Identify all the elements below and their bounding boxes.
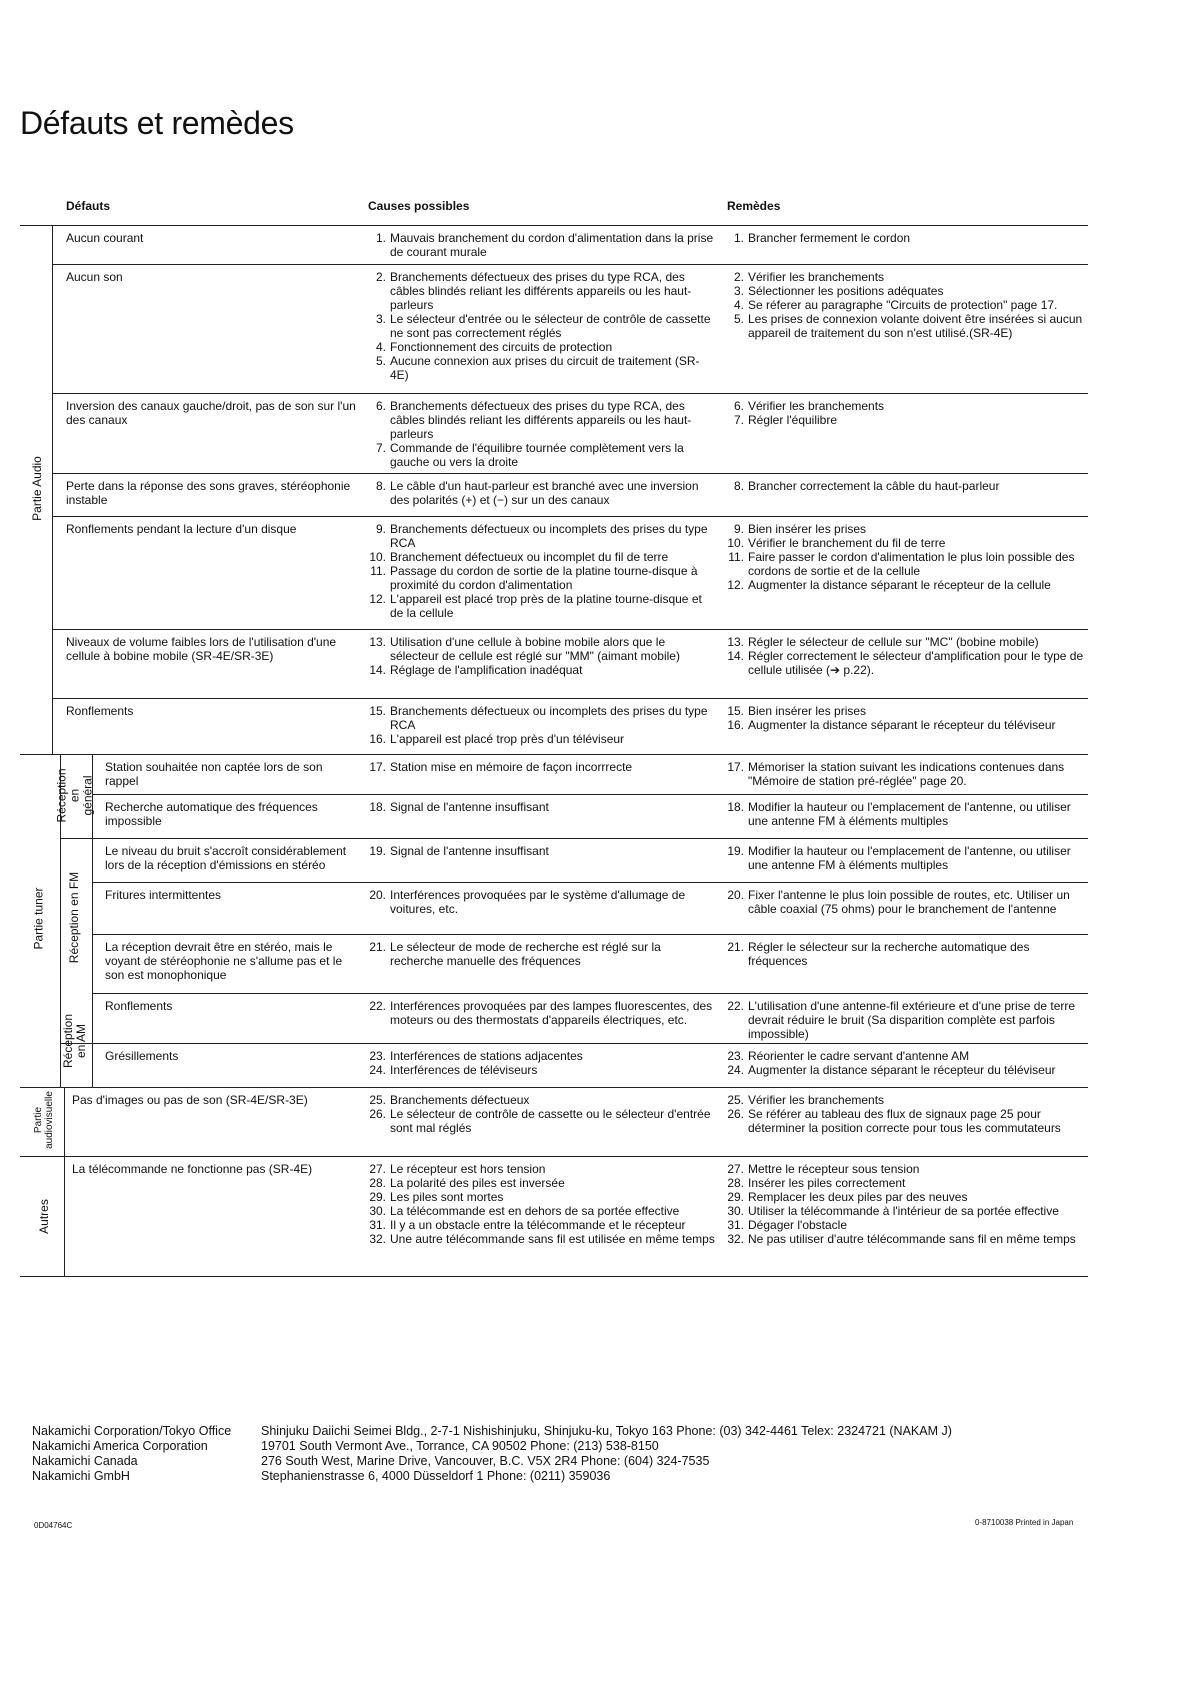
company-address: 19701 South Vermont Ave., Torrance, CA 90502 Phone: (213) 538-8150 bbox=[261, 1439, 659, 1453]
remede-item bbox=[724, 284, 1084, 298]
section-autres-label: Autres bbox=[36, 1198, 51, 1234]
row-divider bbox=[92, 993, 1088, 994]
item-number: 6. bbox=[375, 399, 386, 413]
causes-list bbox=[366, 479, 716, 507]
row-divider bbox=[92, 934, 1088, 935]
item-number: 12. bbox=[369, 592, 386, 606]
item-text: Branchements défectueux ou incomplets des prises du type RCA bbox=[390, 522, 708, 550]
header-remedes: Remèdes bbox=[727, 199, 781, 213]
row-divider bbox=[52, 516, 1088, 517]
remede-item bbox=[724, 231, 1084, 245]
remede-item bbox=[724, 760, 1084, 788]
item-number: 30. bbox=[727, 1204, 744, 1218]
remedes-list bbox=[724, 479, 1084, 493]
remedes-list bbox=[724, 888, 1084, 916]
item-number: 20. bbox=[727, 888, 744, 902]
row-divider bbox=[52, 629, 1088, 630]
cause-item bbox=[366, 704, 716, 732]
causes-list bbox=[366, 399, 716, 469]
remede-item bbox=[724, 312, 1084, 340]
item-number: 24. bbox=[727, 1063, 744, 1077]
item-text: Station mise en mémoire de façon incorrrecte bbox=[390, 760, 633, 774]
cause-item bbox=[366, 1176, 716, 1190]
item-text: Le câble d'un haut-parleur est branché avec une inversion des polarités (+) et (−) sur un des canaux bbox=[390, 479, 699, 507]
item-number: 27. bbox=[369, 1162, 386, 1176]
causes-list bbox=[366, 1162, 716, 1246]
remede-item bbox=[724, 844, 1084, 872]
item-text: Interférences provoquées par le système d'allumage de voitures, etc. bbox=[390, 888, 686, 916]
item-text: Branchements défectueux bbox=[390, 1093, 530, 1107]
item-text: Utiliser la télécommande à l'intérieur de sa portée effective bbox=[748, 1204, 1059, 1218]
cause-item bbox=[366, 732, 716, 746]
item-number: 31. bbox=[727, 1218, 744, 1232]
print-info: 0-8710038 Printed in Japan bbox=[975, 1518, 1074, 1527]
causes-list bbox=[366, 940, 716, 968]
remedes-list bbox=[724, 1093, 1084, 1135]
item-text: Interférences de stations adjacentes bbox=[390, 1049, 583, 1063]
remede-item bbox=[724, 649, 1084, 677]
cause-item bbox=[366, 1162, 716, 1176]
item-text: Vérifier le branchement du fil de terre bbox=[748, 536, 946, 550]
footer-companies bbox=[32, 1424, 231, 1484]
row-divider bbox=[20, 1087, 1088, 1088]
row-divider bbox=[92, 794, 1088, 795]
item-number: 14. bbox=[369, 663, 386, 677]
defaut-text: Aucun courant bbox=[66, 231, 144, 245]
remede-item bbox=[724, 1190, 1084, 1204]
item-text: Aucune connexion aux prises du circuit de traitement (SR-4E) bbox=[390, 354, 700, 382]
item-text: Les prises de connexion volante doivent être insérées si aucun appareil de traitement du son n'est utilisé.(SR-4E) bbox=[748, 312, 1083, 340]
remede-item bbox=[724, 1218, 1084, 1232]
item-number: 30. bbox=[369, 1204, 386, 1218]
remede-item bbox=[724, 1204, 1084, 1218]
remedes-list bbox=[724, 270, 1084, 340]
item-text: Faire passer le cordon d'alimentation le plus loin possible des cordons de sortie et de la cellule bbox=[748, 550, 1075, 578]
item-number: 22. bbox=[369, 999, 386, 1013]
cause-item bbox=[366, 1204, 716, 1218]
remede-item bbox=[724, 800, 1084, 828]
item-number: 32. bbox=[369, 1232, 386, 1246]
table-top-rule bbox=[20, 225, 1088, 226]
item-text: Le sélecteur d'entrée ou le sélecteur de contrôle de cassette ne sont pas correctement réglés bbox=[390, 312, 711, 340]
item-number: 28. bbox=[369, 1176, 386, 1190]
remede-item bbox=[724, 522, 1084, 536]
item-text: Brancher fermement le cordon bbox=[748, 231, 911, 245]
remede-item bbox=[724, 940, 1084, 968]
item-number: 32. bbox=[727, 1232, 744, 1246]
item-number: 13. bbox=[727, 635, 744, 649]
item-number: 15. bbox=[727, 704, 744, 718]
item-number: 4. bbox=[375, 340, 386, 354]
cause-item bbox=[366, 550, 716, 564]
item-text: Les piles sont mortes bbox=[390, 1190, 504, 1204]
item-number: 15. bbox=[369, 704, 386, 718]
remede-item bbox=[724, 399, 1084, 413]
remedes-list bbox=[724, 635, 1084, 677]
causes-list bbox=[366, 704, 716, 746]
remede-item bbox=[724, 1232, 1084, 1246]
item-text: Commande de l'équilibre tournée complètement vers la gauche ou vers la droite bbox=[390, 441, 684, 469]
item-text: Fixer l'antenne le plus loin possible de routes, etc. Utiliser un câble coaxial (75 ohms) pour le branchement de l'antenne bbox=[748, 888, 1070, 916]
item-number: 16. bbox=[369, 732, 386, 746]
item-number: 27. bbox=[727, 1162, 744, 1176]
item-number: 6. bbox=[733, 399, 744, 413]
item-number: 2. bbox=[733, 270, 744, 284]
item-number: 14. bbox=[727, 649, 744, 663]
defaut-text: Ronflements pendant la lecture d'un disque bbox=[66, 522, 297, 536]
row-divider bbox=[20, 754, 1088, 755]
page-title: Défauts et remèdes bbox=[20, 105, 294, 141]
cause-item bbox=[366, 399, 716, 441]
defaut-text: Fritures intermittentes bbox=[105, 888, 222, 902]
causes-list bbox=[366, 999, 716, 1027]
remede-item bbox=[724, 1063, 1084, 1077]
item-number: 17. bbox=[369, 760, 386, 774]
row-divider bbox=[52, 393, 1088, 394]
item-text: Régler le sélecteur sur la recherche automatique des fréquences bbox=[748, 940, 1030, 968]
section-reception-fm-label: Réception en FM bbox=[67, 871, 82, 963]
item-text: Réorienter le cadre servant d'antenne AM bbox=[748, 1049, 970, 1063]
item-text: Augmenter la distance séparant le récepteur du téléviseur bbox=[748, 718, 1056, 732]
item-text: Modifier la hauteur ou l'emplacement de l'antenne, ou utiliser une antenne FM à éléments multiples bbox=[748, 844, 1071, 872]
cause-item bbox=[366, 592, 716, 620]
defaut-text: Ronflements bbox=[105, 999, 173, 1013]
item-text: Insérer les piles correctement bbox=[748, 1176, 906, 1190]
defaut-text: Pas d'images ou pas de son (SR-4E/SR-3E) bbox=[72, 1093, 308, 1107]
item-text: Vérifier les branchements bbox=[748, 270, 885, 284]
defaut-text: La télécommande ne fonctionne pas (SR-4E) bbox=[72, 1162, 313, 1176]
company-name: Nakamichi Canada bbox=[32, 1454, 138, 1468]
defaut-text: Perte dans la réponse des sons graves, stéréophonie instable bbox=[66, 479, 351, 507]
item-text: Mémoriser la station suivant les indications contenues dans "Mémoire de station pré-réglée" page 20. bbox=[748, 760, 1065, 788]
cause-item bbox=[366, 312, 716, 340]
item-text: Se réferer au paragraphe "Circuits de protection" page 17. bbox=[748, 298, 1058, 312]
item-number: 18. bbox=[369, 800, 386, 814]
item-number: 1. bbox=[733, 231, 744, 245]
item-number: 19. bbox=[369, 844, 386, 858]
row-divider bbox=[52, 264, 1088, 265]
remedes-list bbox=[724, 844, 1084, 872]
cause-item bbox=[366, 1093, 716, 1107]
item-number: 2. bbox=[375, 270, 386, 284]
item-text: Modifier la hauteur ou l'emplacement de l'antenne, ou utiliser une antenne FM à éléments multiples bbox=[748, 800, 1071, 828]
item-text: Le sélecteur de contrôle de cassette ou le sélecteur d'entrée sont mal réglés bbox=[390, 1107, 711, 1135]
item-number: 11. bbox=[728, 550, 744, 564]
item-text: Dégager l'obstacle bbox=[748, 1218, 848, 1232]
item-number: 1. bbox=[375, 231, 386, 245]
item-text: Régler correctement le sélecteur d'amplification pour le type de cellule utilisée (➔ p.22). bbox=[748, 649, 1084, 677]
item-text: Augmenter la distance séparant le récepteur de la cellule bbox=[748, 578, 1051, 592]
item-number: 20. bbox=[369, 888, 386, 902]
item-number: 19. bbox=[727, 844, 744, 858]
remede-item bbox=[724, 635, 1084, 649]
cause-item bbox=[366, 1232, 716, 1246]
item-text: Passage du cordon de sortie de la platine tourne-disque à proximité du cordon d'alimentation bbox=[390, 564, 698, 592]
item-number: 10. bbox=[369, 550, 386, 564]
remedes-list bbox=[724, 760, 1084, 788]
item-number: 29. bbox=[369, 1190, 386, 1204]
remede-item bbox=[724, 704, 1084, 718]
item-text: L'appareil est placé trop près d'un téléviseur bbox=[390, 732, 625, 746]
item-text: Remplacer les deux piles par des neuves bbox=[748, 1190, 968, 1204]
item-number: 21. bbox=[727, 940, 744, 954]
remede-item bbox=[724, 578, 1084, 592]
company-name: Nakamichi America Corporation bbox=[32, 1439, 208, 1453]
causes-list bbox=[366, 844, 716, 858]
item-text: Interférences de téléviseurs bbox=[390, 1063, 538, 1077]
doc-code: 0D04764C bbox=[34, 1521, 73, 1530]
cause-item bbox=[366, 1190, 716, 1204]
remede-item bbox=[724, 1176, 1084, 1190]
item-number: 8. bbox=[733, 479, 744, 493]
item-number: 9. bbox=[375, 522, 386, 536]
item-number: 16. bbox=[727, 718, 744, 732]
item-text: L'utilisation d'une antenne-fil extérieure et d'une prise de terre devrait réduire le bruit (Sa disparition complète est parfois impossible) bbox=[748, 999, 1076, 1041]
cause-item bbox=[366, 999, 716, 1027]
remede-item bbox=[724, 298, 1084, 312]
cause-item bbox=[366, 354, 716, 382]
item-text: Bien insérer les prises bbox=[748, 522, 867, 536]
defaut-text: Ronflements bbox=[66, 704, 134, 718]
item-number: 7. bbox=[733, 413, 744, 427]
item-text: Vérifier les branchements bbox=[748, 1093, 885, 1107]
company-address: Stephanienstrasse 6, 4000 Düsseldorf 1 Phone: (0211) 359036 bbox=[261, 1469, 611, 1483]
cause-item bbox=[366, 635, 716, 663]
remedes-list bbox=[724, 704, 1084, 732]
defaut-text: Aucun son bbox=[66, 270, 123, 284]
remedes-list bbox=[724, 999, 1084, 1041]
item-text: Fonctionnement des circuits de protection bbox=[390, 340, 613, 354]
remedes-list bbox=[724, 1049, 1084, 1077]
cause-item bbox=[366, 888, 716, 916]
remede-item bbox=[724, 999, 1084, 1041]
item-text: Mettre le récepteur sous tension bbox=[748, 1162, 920, 1176]
header-causes: Causes possibles bbox=[368, 199, 470, 213]
item-text: Interférences provoquées par des lampes fluorescentes, des moteurs ou des thermostats d'appareils électriques, etc. bbox=[390, 999, 713, 1027]
item-number: 18. bbox=[727, 800, 744, 814]
causes-list bbox=[366, 1093, 716, 1135]
cause-item bbox=[366, 479, 716, 507]
defaut-text: Grésillements bbox=[105, 1049, 179, 1063]
item-text: L'appareil est placé trop près de la platine tourne-disque et de la cellule bbox=[390, 592, 702, 620]
defaut-text: Inversion des canaux gauche/droit, pas de son sur l'un des canaux bbox=[66, 399, 356, 427]
remedes-list bbox=[724, 1162, 1084, 1246]
item-text: Il y a un obstacle entre la télécommande et le récepteur bbox=[390, 1218, 686, 1232]
causes-list bbox=[366, 522, 716, 620]
remede-item bbox=[724, 550, 1084, 578]
item-number: 23. bbox=[369, 1049, 386, 1063]
remede-item bbox=[724, 1093, 1084, 1107]
item-text: Branchements défectueux ou incomplets des prises du type RCA bbox=[390, 704, 708, 732]
item-number: 13. bbox=[369, 635, 386, 649]
item-number: 22. bbox=[727, 999, 744, 1013]
section-audiovisuelle-label: Partie audiovisuelle bbox=[33, 1091, 55, 1149]
defaut-text: Station souhaitée non captée lors de son rappel bbox=[105, 760, 323, 788]
row-divider bbox=[52, 473, 1088, 474]
remedes-list bbox=[724, 522, 1084, 592]
remede-item bbox=[724, 536, 1084, 550]
row-divider bbox=[60, 1043, 1088, 1044]
cause-item bbox=[366, 1063, 716, 1077]
item-number: 3. bbox=[375, 312, 386, 326]
remede-item bbox=[724, 1049, 1084, 1063]
cause-item bbox=[366, 844, 716, 858]
cause-item bbox=[366, 760, 716, 774]
defaut-text: Le niveau du bruit s'accroît considérablement lors de la réception d'émissions en stéréo bbox=[105, 844, 347, 872]
causes-list bbox=[366, 231, 716, 259]
section-divider bbox=[64, 1087, 65, 1276]
item-number: 4. bbox=[733, 298, 744, 312]
item-number: 7. bbox=[375, 441, 386, 455]
cause-item bbox=[366, 441, 716, 469]
item-number: 29. bbox=[727, 1190, 744, 1204]
remede-item bbox=[724, 718, 1084, 732]
item-number: 28. bbox=[727, 1176, 744, 1190]
item-text: Signal de l'antenne insuffisant bbox=[390, 800, 549, 814]
remedes-list bbox=[724, 940, 1084, 968]
cause-item bbox=[366, 1049, 716, 1063]
item-number: 9. bbox=[733, 522, 744, 536]
cause-item bbox=[366, 564, 716, 592]
company-address: 276 South West, Marine Drive, Vancouver, B.C. V5X 2R4 Phone: (604) 324-7535 bbox=[261, 1454, 710, 1468]
item-number: 17. bbox=[727, 760, 744, 774]
item-number: 5. bbox=[733, 312, 744, 326]
defaut-text: Niveaux de volume faibles lors de l'utilisation d'une cellule à bobine mobile (SR-4E/SR-3E) bbox=[66, 635, 337, 663]
item-text: Une autre télécommande sans fil est utilisée en même temps bbox=[390, 1232, 715, 1246]
item-number: 26. bbox=[727, 1107, 744, 1121]
company-name: Nakamichi Corporation/Tokyo Office bbox=[32, 1424, 232, 1438]
remede-item bbox=[724, 413, 1084, 427]
item-text: Ne pas utiliser d'autre télécommande sans fil en même temps bbox=[748, 1232, 1076, 1246]
row-divider bbox=[60, 838, 1088, 839]
causes-list bbox=[366, 760, 716, 774]
cause-item bbox=[366, 340, 716, 354]
item-text: Régler le sélecteur de cellule sur "MC" (bobine mobile) bbox=[748, 635, 1039, 649]
cause-item bbox=[366, 663, 716, 677]
item-text: Le sélecteur de mode de recherche est réglé sur la recherche manuelle des fréquences bbox=[390, 940, 661, 968]
company-name: Nakamichi GmbH bbox=[32, 1469, 130, 1483]
item-text: Régler l'équilibre bbox=[748, 413, 838, 427]
defaut-text: Recherche automatique des fréquences impossible bbox=[105, 800, 318, 828]
remedes-list bbox=[724, 800, 1084, 828]
item-text: Augmenter la distance séparant le récepteur du téléviseur bbox=[748, 1063, 1056, 1077]
cause-item bbox=[366, 1107, 716, 1135]
causes-list bbox=[366, 888, 716, 916]
item-text: Brancher correctement la câble du haut-parleur bbox=[748, 479, 1000, 493]
item-text: Branchement défectueux ou incomplet du fil de terre bbox=[390, 550, 669, 564]
section-reception-generale-label: Réception en général bbox=[54, 767, 95, 823]
remede-item bbox=[724, 888, 1084, 916]
footer-addresses bbox=[261, 1424, 952, 1484]
item-text: Mauvais branchement du cordon d'alimentation dans la prise de courant murale bbox=[390, 231, 714, 259]
item-text: Signal de l'antenne insuffisant bbox=[390, 844, 549, 858]
item-number: 24. bbox=[369, 1063, 386, 1077]
item-number: 3. bbox=[733, 284, 744, 298]
cause-item bbox=[366, 522, 716, 550]
remedes-list bbox=[724, 399, 1084, 427]
item-text: Bien insérer les prises bbox=[748, 704, 867, 718]
table-bottom-rule bbox=[20, 1276, 1088, 1277]
company-address: Shinjuku Daiichi Seimei Bldg., 2-7-1 Nishishinjuku, Shinjuku-ku, Tokyo 163 Phone: (03) 342-4461 Telex: 2324721 (NAKAM J) bbox=[261, 1424, 952, 1438]
item-text: Réglage de l'amplification inadéquat bbox=[390, 663, 583, 677]
item-text: Utilisation d'une cellule à bobine mobile alors que le sélecteur de cellule est réglé sur "MM" (aimant mobile) bbox=[390, 635, 680, 663]
causes-list bbox=[366, 800, 716, 814]
cause-item bbox=[366, 231, 716, 259]
item-number: 26. bbox=[369, 1107, 386, 1121]
remede-item bbox=[724, 1107, 1084, 1135]
cause-item bbox=[366, 800, 716, 814]
remedes-list bbox=[724, 231, 1084, 245]
item-number: 12. bbox=[727, 578, 744, 592]
remede-item bbox=[724, 1162, 1084, 1176]
item-text: Sélectionner les positions adéquates bbox=[748, 284, 944, 298]
item-text: Vérifier les branchements bbox=[748, 399, 885, 413]
item-number: 5. bbox=[375, 354, 386, 368]
row-divider bbox=[92, 882, 1088, 883]
item-text: Se référer au tableau des flux de signaux page 25 pour déterminer la position correcte pour tous les commutateurs bbox=[748, 1107, 1061, 1135]
defaut-text: La réception devrait être en stéréo, mais le voyant de stéréophonie ne s'allume pas et le son est monophonique bbox=[105, 940, 343, 982]
item-number: 8. bbox=[375, 479, 386, 493]
item-number: 25. bbox=[369, 1093, 386, 1107]
causes-list bbox=[366, 1049, 716, 1077]
item-number: 23. bbox=[727, 1049, 744, 1063]
cause-item bbox=[366, 1218, 716, 1232]
row-divider bbox=[52, 698, 1088, 699]
item-number: 21. bbox=[369, 940, 386, 954]
item-number: 11. bbox=[370, 564, 386, 578]
remede-item bbox=[724, 270, 1084, 284]
section-tuner-label: Partie tuner bbox=[31, 886, 46, 950]
item-number: 25. bbox=[727, 1093, 744, 1107]
causes-list bbox=[366, 270, 716, 382]
item-text: Le récepteur est hors tension bbox=[390, 1162, 546, 1176]
item-number: 31. bbox=[369, 1218, 386, 1232]
header-defauts: Défauts bbox=[66, 199, 111, 213]
causes-list bbox=[366, 635, 716, 677]
section-divider bbox=[52, 225, 53, 754]
section-reception-am-label: Réception en AM bbox=[61, 1013, 89, 1069]
row-divider bbox=[20, 1156, 1088, 1157]
item-number: 10. bbox=[727, 536, 744, 550]
remede-item bbox=[724, 479, 1084, 493]
item-text: La polarité des piles est inversée bbox=[390, 1176, 565, 1190]
item-text: Branchements défectueux des prises du type RCA, des câbles blindés reliant les différents appareils ou les haut-parleurs bbox=[390, 399, 692, 441]
item-text: Branchements défectueux des prises du type RCA, des câbles blindés reliant les différents appareils ou les haut-parleurs bbox=[390, 270, 692, 312]
cause-item bbox=[366, 940, 716, 968]
item-text: La télécommande est en dehors de sa portée effective bbox=[390, 1204, 680, 1218]
cause-item bbox=[366, 270, 716, 312]
section-audio-label: Partie Audio bbox=[29, 455, 44, 521]
